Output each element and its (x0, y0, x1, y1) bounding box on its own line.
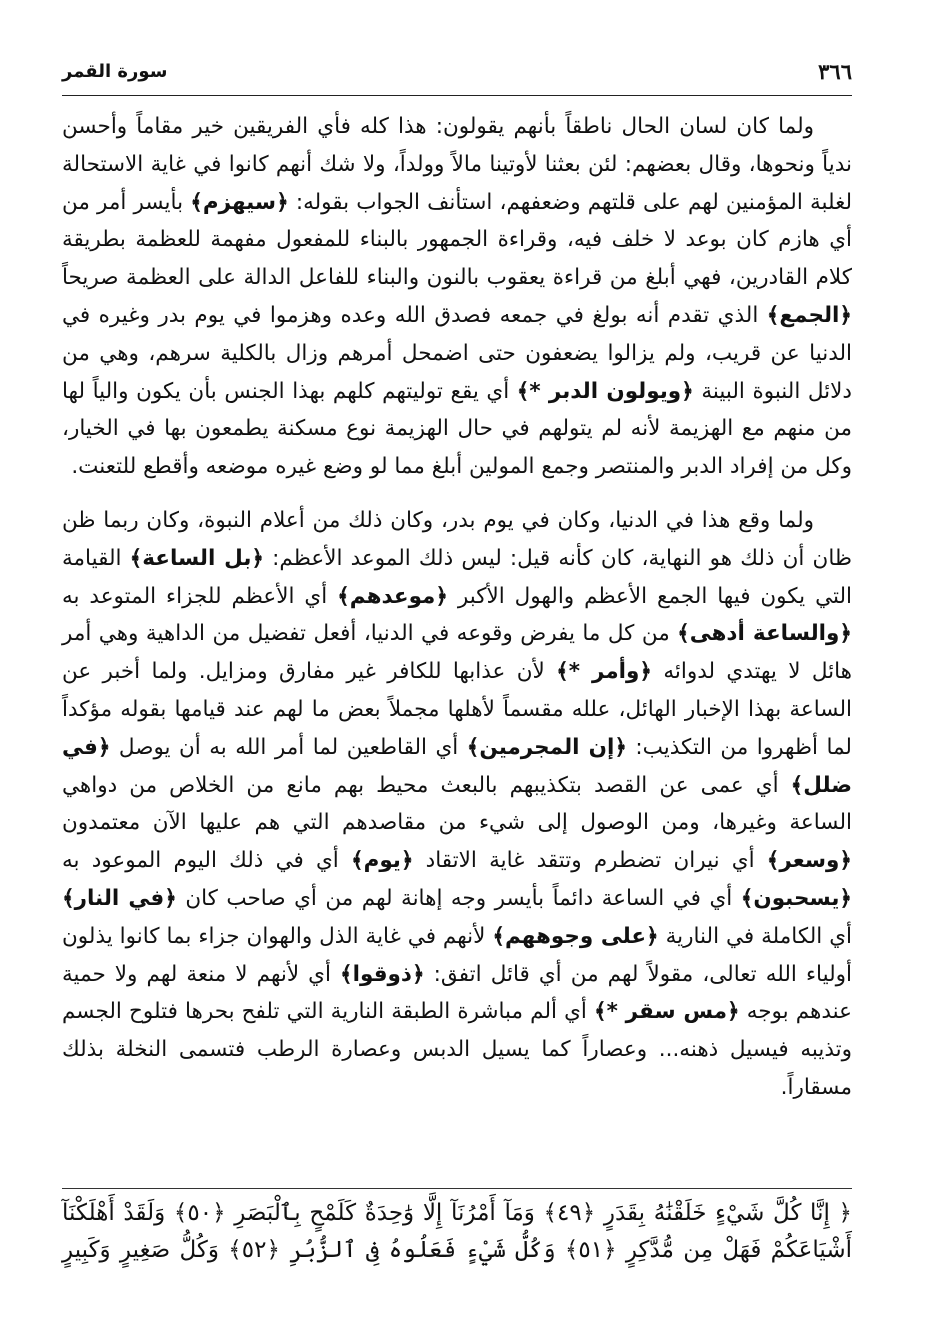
verse-line: ﴿ إِنَّا كُلَّ شَيْءٍ خَلَقْنَٰهُ بِقَدَرٍ ﴿٤٩﴾ وَمَآ أَمْرُنَآ إِلَّا وَٰحِدَةٌ كَلَمْحٍ بِٱلْبَصَرِ ﴿٥٠﴾ وَلَقَدْ أَهْلَكْنَآ (62, 1200, 852, 1226)
quran-quote: ﴿مس سقر *﴾ (594, 999, 740, 1025)
quran-quote: ﴿في النار﴾ (62, 885, 177, 911)
text-run: من كل ما يفرض وقوعه في الدنيا، أفعل تفضيل من الداهية وهي أمر هائل لا يهتدي لدوائه (62, 621, 852, 685)
quran-quote: ﴿وأمر *﴾ (556, 659, 652, 685)
quran-quote: ﴿سيهزم﴾ (190, 189, 289, 215)
text-run: أي يقع توليتهم كلهم بهذا الجنس بأن يكون والياً لها من منهم مع الهزيمة لأنه لم يتولهم في حال الهزيمة نوع مسكنة يطمعون بها في الخيار، وكل من إفراد الدبر والمنتصر وجمع المولين أبلغ مما لو وضع غيره موضعه وأقطع للتعنت. (62, 378, 852, 480)
text-run: أي في الساعة دائماً بأيسر وجه إهانة لهم من أي صاحب كان (176, 885, 741, 911)
text-run: أي الكاملة في النارية (658, 923, 852, 949)
text-run: الذي تقدم أنه بولغ في جمعه فصدق الله وعده وهزموا في يوم بدر وغيره في الدنيا عن قريب، ولم يزالوا يضعفون حتى اضمحل أمرهم وزال بالكلية سرهم، وهي من دلائل النبوة البينة (62, 302, 852, 404)
page-number: ٣٦٦ (818, 59, 852, 84)
text-run: أي الأعظم للجزاء المتوعد به (62, 583, 338, 609)
page-header (62, 55, 852, 96)
text-run: ولما كان لسان الحال ناطقاً بأنهم يقولون: هذا كله فأي الفريقين خير مقاماً وأحسن ندياً ونحوها، وقال بعضهم: لئن بعثنا لأوتينا مالاً وولداً، ولا شك أنهم كانوا في غاية الاستحالة لغلبة المؤمنين لهم على قلتهم وضعفهم، استأنف الجواب بقوله: (62, 114, 852, 215)
quran-quote: ﴿ذوقوا﴾ (340, 961, 425, 987)
text-run: أي نيران تضطرم وتتقد غاية الاتقاد (413, 848, 767, 874)
quran-quote: ﴿وسعر﴾ (766, 848, 852, 874)
running-title: سورة القمر (62, 61, 168, 82)
paragraph-2 (62, 502, 852, 1107)
paragraph-1 (62, 108, 852, 486)
text-run: لأن عذابها للكافر غير مفارق ومزايل. ولما أخبر عن الساعة بهذا الإخبار الهائل، علله مقسماً لأهلها مجملاً بعض ما لهم عند قيامها بقوله مؤكداً لما أظهروا من التكذيب: (62, 659, 852, 760)
quran-quote: ﴿يسحبون﴾ (740, 885, 852, 911)
text-run: القيامة التي يكون فيها الجمع الأعظم والهول الأكبر (62, 545, 852, 609)
text-run: لأنهم في غاية الذل والهوان جزاء بما كانوا يذلون أولياء الله تعالى، مقولاً لهم من أي قائل اتفق: (62, 923, 852, 987)
quran-quote: ﴿في ضلل﴾ (62, 734, 852, 798)
text-run: أي في ذلك اليوم الموعود به (62, 848, 351, 874)
text-run: أي القاطعين لما أمر الله به أن يوصل (110, 734, 467, 760)
quran-quote: ﴿بل الساعة﴾ (129, 545, 265, 571)
quran-quote: ﴿إن المجرمين﴾ (466, 734, 627, 760)
quran-quote: ﴿موعدهم﴾ (337, 583, 448, 609)
quran-verses (62, 1188, 852, 1269)
quran-quote: ﴿يوم﴾ (350, 848, 414, 874)
text-run: أي ألم مباشرة الطبقة النارية التي تلفح بحرها فتلوح الجسم وتذيبه فيسيل ذهنه... وعصاراً كما يسيل الدبس وعصارة الرطب فتسمى النخلة بذلك مسقاراً. (62, 999, 852, 1100)
quran-quote: ﴿على وجوههم﴾ (492, 923, 659, 949)
quran-quote: ﴿الجمع﴾ (766, 302, 852, 328)
verse-line: أَشْيَاعَكُمْ فَهَلْ مِن مُّدَّكِرٍ ﴿٥١﴾ وَكُلُّ شَيْءٍ فَعَلُوهُ فِى ٱلزُّبُرِ ﴿٥٢﴾ وَكُلُّ صَغِيرٍ وَكَبِيرٍ (62, 1237, 852, 1263)
text-run: ولما وقع هذا في الدنيا، وكان في يوم بدر، وكان ذلك من أعلام النبوة، وكان ربما ظن ظان أن ذلك هو النهاية، كان كأنه قيل: ليس ذلك الموعد الأعظم: (62, 507, 852, 571)
text-run: بأيسر أمر من أي هازم كان بوعد لا خلف فيه، وقراءة الجمهور بالبناء للمفعول مفهمة للعظمة بطريقة كلام القادرين، فهي أبلغ من قراءة يعقوب بالنون والبناء للفاعل الدالة على العظمة صريحاً (62, 189, 852, 291)
quran-quote: ﴿ويولون الدبر *﴾ (516, 378, 694, 404)
text-run: أي لأنهم لا منعة لهم ولا حمية عندهم بوجه (62, 961, 852, 1025)
quran-quote: ﴿والساعة أدهى﴾ (677, 621, 853, 647)
text-run: أي عمى عن القصد بتكذيبهم بالبعث محيط بهم مانع من الخلاص من دواهي الساعة وغيرها، ومن الوصول إلى شيء من مقاصدهم التي هم عليها الآن معتمدون (62, 772, 852, 836)
commentary-text (62, 108, 852, 1107)
